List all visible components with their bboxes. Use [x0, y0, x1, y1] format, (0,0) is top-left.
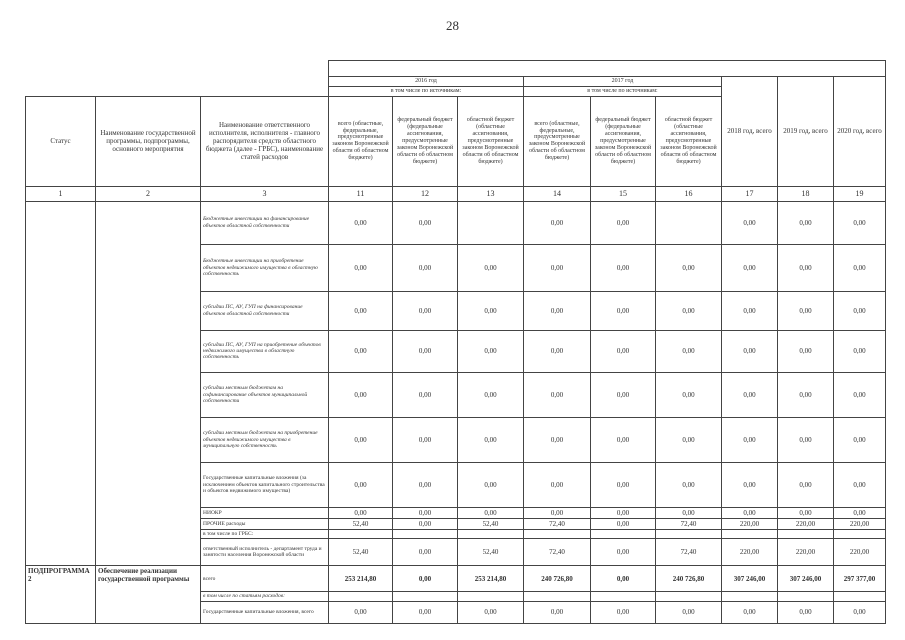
value-cell: 0,00 — [393, 539, 458, 566]
value-cell: 220,00 — [778, 518, 834, 529]
column-index-cell: 12 — [393, 186, 458, 201]
value-cell — [722, 529, 778, 538]
value-cell: 0,00 — [591, 201, 656, 244]
budget-table — [25, 60, 886, 624]
value-cell: 72,40 — [656, 539, 722, 566]
value-cell: 0,00 — [591, 417, 656, 462]
value-cell: 0,00 — [524, 462, 591, 507]
column-index-cell: 13 — [458, 186, 524, 201]
value-cell: 0,00 — [393, 566, 458, 592]
value-cell: 0,00 — [656, 291, 722, 330]
value-cell: 0,00 — [329, 601, 393, 623]
value-cell: 307 246,00 — [778, 566, 834, 592]
value-cell: 0,00 — [656, 372, 722, 417]
value-cell: 220,00 — [834, 518, 886, 529]
value-cell — [656, 201, 722, 244]
value-cell: 220,00 — [778, 539, 834, 566]
value-cell: 0,00 — [393, 291, 458, 330]
column-index-cell: 11 — [329, 186, 393, 201]
header-total-2016: всего (областные, федеральные, предусмотренные законом Воронежской области об областном бюджете) — [329, 96, 393, 186]
row-label: ПРОЧИЕ расходы — [201, 518, 329, 529]
row-label: Государственные капитальные вложения (за исключением объектов капитального строительства и объектов недвижимого имущества) — [201, 462, 329, 507]
value-cell: 0,00 — [834, 291, 886, 330]
header-federal-2016: федеральный бюджет (федеральные ассигнования, предусмотренные законом Воронежской области об областном бюджете) — [393, 96, 458, 186]
value-cell: 0,00 — [458, 601, 524, 623]
value-cell: 0,00 — [722, 244, 778, 291]
value-cell: 0,00 — [778, 462, 834, 507]
value-cell: 0,00 — [591, 462, 656, 507]
header-status: Статус — [26, 96, 96, 186]
header-executor: Наименование ответственного исполнителя, исполнителя - главного распорядителя средств областного бюджета (далее - ГРБС), наименование статей расходов — [201, 96, 329, 186]
value-cell: 0,00 — [722, 601, 778, 623]
value-cell — [458, 529, 524, 538]
value-cell: 220,00 — [722, 539, 778, 566]
value-cell: 0,00 — [393, 462, 458, 507]
value-cell: 0,00 — [834, 330, 886, 372]
row-label: субсидии местным бюджетам на софинансирование объектов муниципальной собственности — [201, 372, 329, 417]
value-cell — [591, 529, 656, 538]
table-row — [26, 201, 886, 244]
row-label: в том числе по статьям расходов: — [201, 592, 329, 601]
value-cell: 0,00 — [591, 601, 656, 623]
column-index-cell: 15 — [591, 186, 656, 201]
value-cell: 297 377,00 — [834, 566, 886, 592]
value-cell: 0,00 — [834, 417, 886, 462]
value-cell: 0,00 — [834, 244, 886, 291]
value-cell: 72,40 — [524, 539, 591, 566]
value-cell: 0,00 — [834, 601, 886, 623]
header-2019: 2019 год, всего — [778, 77, 834, 187]
value-cell: 0,00 — [393, 244, 458, 291]
value-cell: 0,00 — [656, 462, 722, 507]
value-cell: 0,00 — [393, 601, 458, 623]
value-cell: 0,00 — [778, 330, 834, 372]
value-cell: 0,00 — [329, 330, 393, 372]
value-cell: 0,00 — [524, 601, 591, 623]
value-cell: 0,00 — [778, 601, 834, 623]
value-cell: 220,00 — [722, 518, 778, 529]
value-cell: 253 214,80 — [329, 566, 393, 592]
header-regional-2016: областной бюджет (областные ассигнования, предусмотренные законом Воронежской области об областном бюджете) — [458, 96, 524, 186]
year-2016-header: 2016 год — [329, 77, 524, 87]
value-cell: 0,00 — [524, 201, 591, 244]
value-cell — [656, 529, 722, 538]
value-cell — [778, 529, 834, 538]
value-cell: 0,00 — [458, 291, 524, 330]
status-cell — [26, 201, 96, 565]
year-2017-header: 2017 год — [524, 77, 722, 87]
value-cell: 0,00 — [656, 417, 722, 462]
value-cell: 0,00 — [834, 462, 886, 507]
column-index-cell: 14 — [524, 186, 591, 201]
header-program: Наименование государственной программы, подпрограммы, основного мероприятия — [96, 96, 201, 186]
value-cell: 240 726,80 — [656, 566, 722, 592]
value-cell: 0,00 — [722, 330, 778, 372]
value-cell: 52,40 — [458, 539, 524, 566]
value-cell: 0,00 — [591, 330, 656, 372]
value-cell: 0,00 — [778, 244, 834, 291]
value-cell: 0,00 — [722, 462, 778, 507]
value-cell: 0,00 — [329, 507, 393, 518]
value-cell: 0,00 — [834, 201, 886, 244]
value-cell: 0,00 — [591, 244, 656, 291]
subprogram-2-row — [26, 566, 886, 592]
value-cell: 0,00 — [329, 417, 393, 462]
column-index-cell: 3 — [201, 186, 329, 201]
value-cell — [722, 592, 778, 601]
incl-sources-2016: в том числе по источникам: — [329, 86, 524, 96]
row-label: в том числе по ГРБС: — [201, 529, 329, 538]
value-cell — [393, 529, 458, 538]
value-cell: 240 726,80 — [524, 566, 591, 592]
header-total-2017: всего (областные, федеральные, предусмотренные законом Воронежской области об областном бюджете) — [524, 96, 591, 186]
value-cell: 0,00 — [393, 372, 458, 417]
value-cell — [524, 592, 591, 601]
value-cell: 0,00 — [778, 201, 834, 244]
value-cell: 0,00 — [778, 417, 834, 462]
column-index-cell: 1 — [26, 186, 96, 201]
row-label: всего — [201, 566, 329, 592]
value-cell: 0,00 — [329, 201, 393, 244]
value-cell: 0,00 — [656, 507, 722, 518]
value-cell: 0,00 — [834, 507, 886, 518]
value-cell: 0,00 — [458, 462, 524, 507]
value-cell — [834, 592, 886, 601]
value-cell: 0,00 — [834, 372, 886, 417]
value-cell: 0,00 — [458, 507, 524, 518]
value-cell: 0,00 — [656, 601, 722, 623]
value-cell — [656, 592, 722, 601]
value-cell: 0,00 — [591, 539, 656, 566]
header-2018: 2018 год, всего — [722, 77, 778, 187]
value-cell: 0,00 — [524, 291, 591, 330]
value-cell: 0,00 — [778, 507, 834, 518]
row-label: субсидии ПС, АУ, ГУП на приобретение объектов недвижимого имущества в областную собственность — [201, 330, 329, 372]
header-regional-2017: областной бюджет (областные ассигнования, предусмотренные законом Воронежской области об областном бюджете) — [656, 96, 722, 186]
row-label: НИОКР — [201, 507, 329, 518]
value-cell — [393, 592, 458, 601]
value-cell: 0,00 — [591, 291, 656, 330]
value-cell — [591, 592, 656, 601]
value-cell: 0,00 — [329, 244, 393, 291]
value-cell: 0,00 — [524, 372, 591, 417]
value-cell: 307 246,00 — [722, 566, 778, 592]
value-cell: 0,00 — [524, 507, 591, 518]
value-cell — [778, 592, 834, 601]
column-index-cell: 19 — [834, 186, 886, 201]
column-index-cell: 2 — [96, 186, 201, 201]
column-index-cell: 16 — [656, 186, 722, 201]
header-2020: 2020 год, всего — [834, 77, 886, 187]
value-cell: 0,00 — [591, 507, 656, 518]
value-cell: 0,00 — [656, 330, 722, 372]
row-label: Бюджетные инвестиции на финансирование объектов областной собственности — [201, 201, 329, 244]
value-cell: 72,40 — [656, 518, 722, 529]
value-cell: 0,00 — [591, 372, 656, 417]
value-cell: 0,00 — [722, 291, 778, 330]
value-cell: 0,00 — [524, 417, 591, 462]
value-cell: 0,00 — [393, 417, 458, 462]
value-cell: 0,00 — [778, 372, 834, 417]
value-cell: 52,40 — [458, 518, 524, 529]
row-label: ответственный исполнитель - департамент труда и занятости населения Воронежской области — [201, 539, 329, 566]
value-cell — [458, 592, 524, 601]
value-cell — [834, 529, 886, 538]
column-index-cell: 18 — [778, 186, 834, 201]
value-cell: 253 214,80 — [458, 566, 524, 592]
value-cell: 0,00 — [591, 566, 656, 592]
value-cell: 0,00 — [458, 244, 524, 291]
value-cell — [329, 529, 393, 538]
value-cell: 0,00 — [722, 417, 778, 462]
value-cell: 0,00 — [458, 372, 524, 417]
value-cell: 72,40 — [524, 518, 591, 529]
value-cell: 0,00 — [778, 291, 834, 330]
value-cell: 0,00 — [329, 291, 393, 330]
header-federal-2017: федеральный бюджет (федеральные ассигнования, предусмотренные законом Воронежской области об областном бюджете) — [591, 96, 656, 186]
subprogram-status: ПОДПРОГРАММА 2 — [26, 566, 96, 623]
value-cell: 0,00 — [722, 507, 778, 518]
program-cell — [96, 201, 201, 565]
value-cell: 0,00 — [722, 372, 778, 417]
value-cell: 0,00 — [393, 201, 458, 244]
value-cell: 52,40 — [329, 539, 393, 566]
value-cell: 0,00 — [329, 462, 393, 507]
value-cell: 0,00 — [591, 518, 656, 529]
row-label: Государственные капитальные вложения, всего — [201, 601, 329, 623]
page-number: 28 — [446, 18, 459, 33]
value-cell — [458, 201, 524, 244]
value-cell: 0,00 — [393, 518, 458, 529]
value-cell — [524, 529, 591, 538]
value-cell: 0,00 — [458, 330, 524, 372]
subprogram-name: Обеспечение реализации государственной программы — [96, 566, 201, 623]
row-label: Бюджетные инвестиции на приобретение объектов недвижимого имущества в областную собственность — [201, 244, 329, 291]
value-cell: 0,00 — [458, 417, 524, 462]
value-cell: 0,00 — [329, 372, 393, 417]
value-cell: 0,00 — [524, 244, 591, 291]
column-index-cell: 17 — [722, 186, 778, 201]
value-cell — [329, 592, 393, 601]
row-label: субсидии ПС, АУ, ГУП на финансирование объектов областной собственности — [201, 291, 329, 330]
row-label: субсидии местным бюджетам на приобретение объектов недвижимого имущества в муниципальную собственность — [201, 417, 329, 462]
value-cell: 0,00 — [656, 244, 722, 291]
incl-sources-2017: в том числе по источникам: — [524, 86, 722, 96]
value-cell: 0,00 — [393, 507, 458, 518]
value-cell: 220,00 — [834, 539, 886, 566]
value-cell: 0,00 — [722, 201, 778, 244]
value-cell: 52,40 — [329, 518, 393, 529]
value-cell: 0,00 — [393, 330, 458, 372]
value-cell: 0,00 — [524, 330, 591, 372]
